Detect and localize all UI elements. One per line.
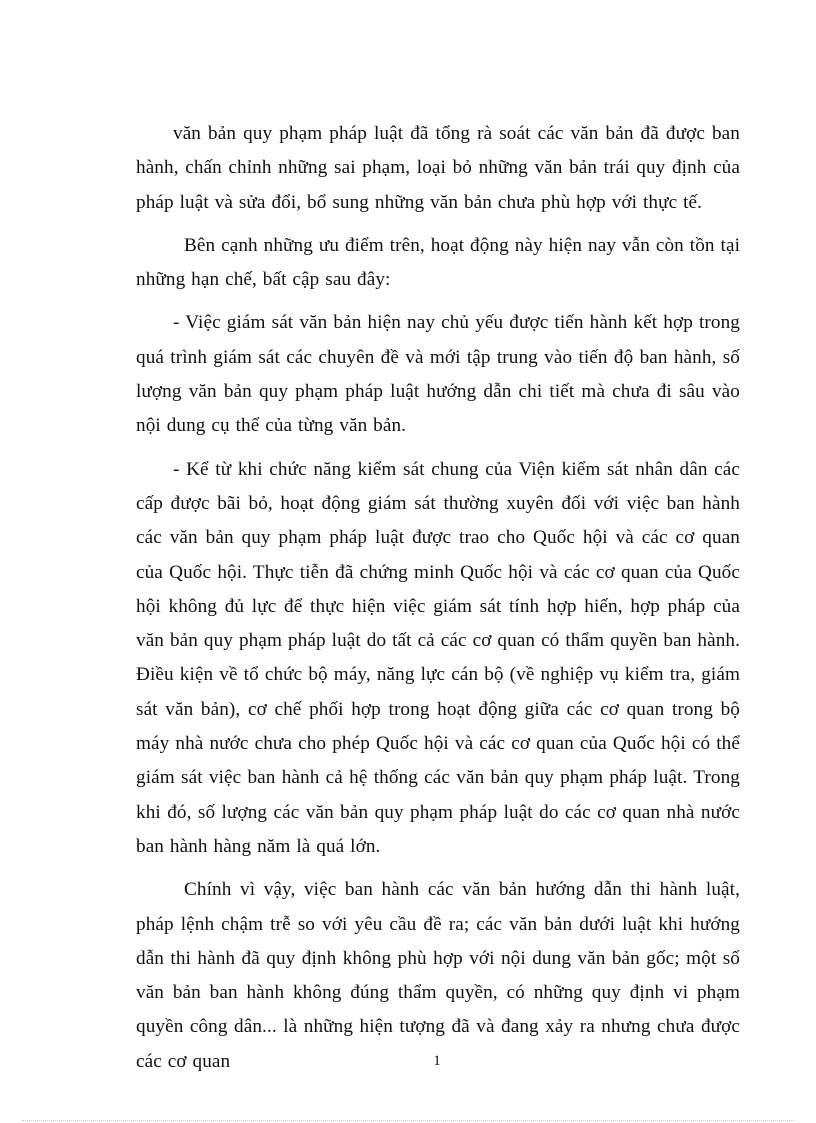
page-edge-divider: [22, 1120, 794, 1121]
paragraph-consequences: Chính vì vậy, việc ban hành các văn bản hướng dẫn thi hành luật, pháp lệnh chậm trễ so với yêu cầu đề ra; các văn bản dưới luật khi hướng dẫn thi hành đã quy định không phù hợp với nội dung văn bản gốc; một số văn bản ban hành không đúng thẩm quyền, có những quy định vi phạm quyền công dân... là những hiện tượng đã và đang xảy ra nhưng chưa được các cơ quan: [136, 879, 740, 1072]
paragraph-limitations-intro: Bên cạnh những ưu điểm trên, hoạt động này hiện nay vẫn còn tồn tại những hạn chế, bất cập sau đây:: [136, 234, 740, 291]
paragraph-supervision-scope: - Việc giám sát văn bản hiện nay chủ yếu được tiến hành kết hợp trong quá trình giám sát các chuyên đề và mới tập trung vào tiến độ ban hành, số lượng văn bản quy phạm pháp luật hướng dẫn chi tiết mà chưa đi sâu vào nội dung cụ thể của từng văn bản.: [136, 312, 740, 437]
page-number: 1: [433, 1053, 441, 1069]
paragraph-national-assembly-capacity: - Kể từ khi chức năng kiểm sát chung của Viện kiểm sát nhân dân các cấp được bãi bỏ, hoạt động giám sát thường xuyên đối với việc ban hành các văn bản quy phạm pháp luật được trao cho Quốc hội và các cơ quan của Quốc hội. Thực tiễn đã chứng minh Quốc hội và các cơ quan của Quốc hội không đủ lực để thực hiện việc giám sát tính hợp hiến, hợp pháp của văn bản quy phạm pháp luật do tất cả các cơ quan có thẩm quyền ban hành. Điều kiện về tổ chức bộ máy, năng lực cán bộ (về nghiệp vụ kiểm tra, giám sát văn bản), cơ chế phối hợp trong hoạt động giữa các cơ quan trong bộ máy nhà nước chưa cho phép Quốc hội và các cơ quan của Quốc hội có thể giám sát việc ban hành cả hệ thống các văn bản quy phạm pháp luật. Trong khi đó, số lượng các văn bản quy phạm pháp luật do các cơ quan nhà nước ban hành hàng năm là quá lớn.: [136, 458, 740, 857]
paragraph-review-results: văn bản quy phạm pháp luật đã tổng rà soát các văn bản đã được ban hành, chấn chỉnh những sai phạm, loại bỏ những văn bản trái quy định của pháp luật và sửa đổi, bổ sung những văn bản chưa phù hợp với thực tế.: [136, 123, 740, 213]
document-body: [136, 117, 740, 1079]
